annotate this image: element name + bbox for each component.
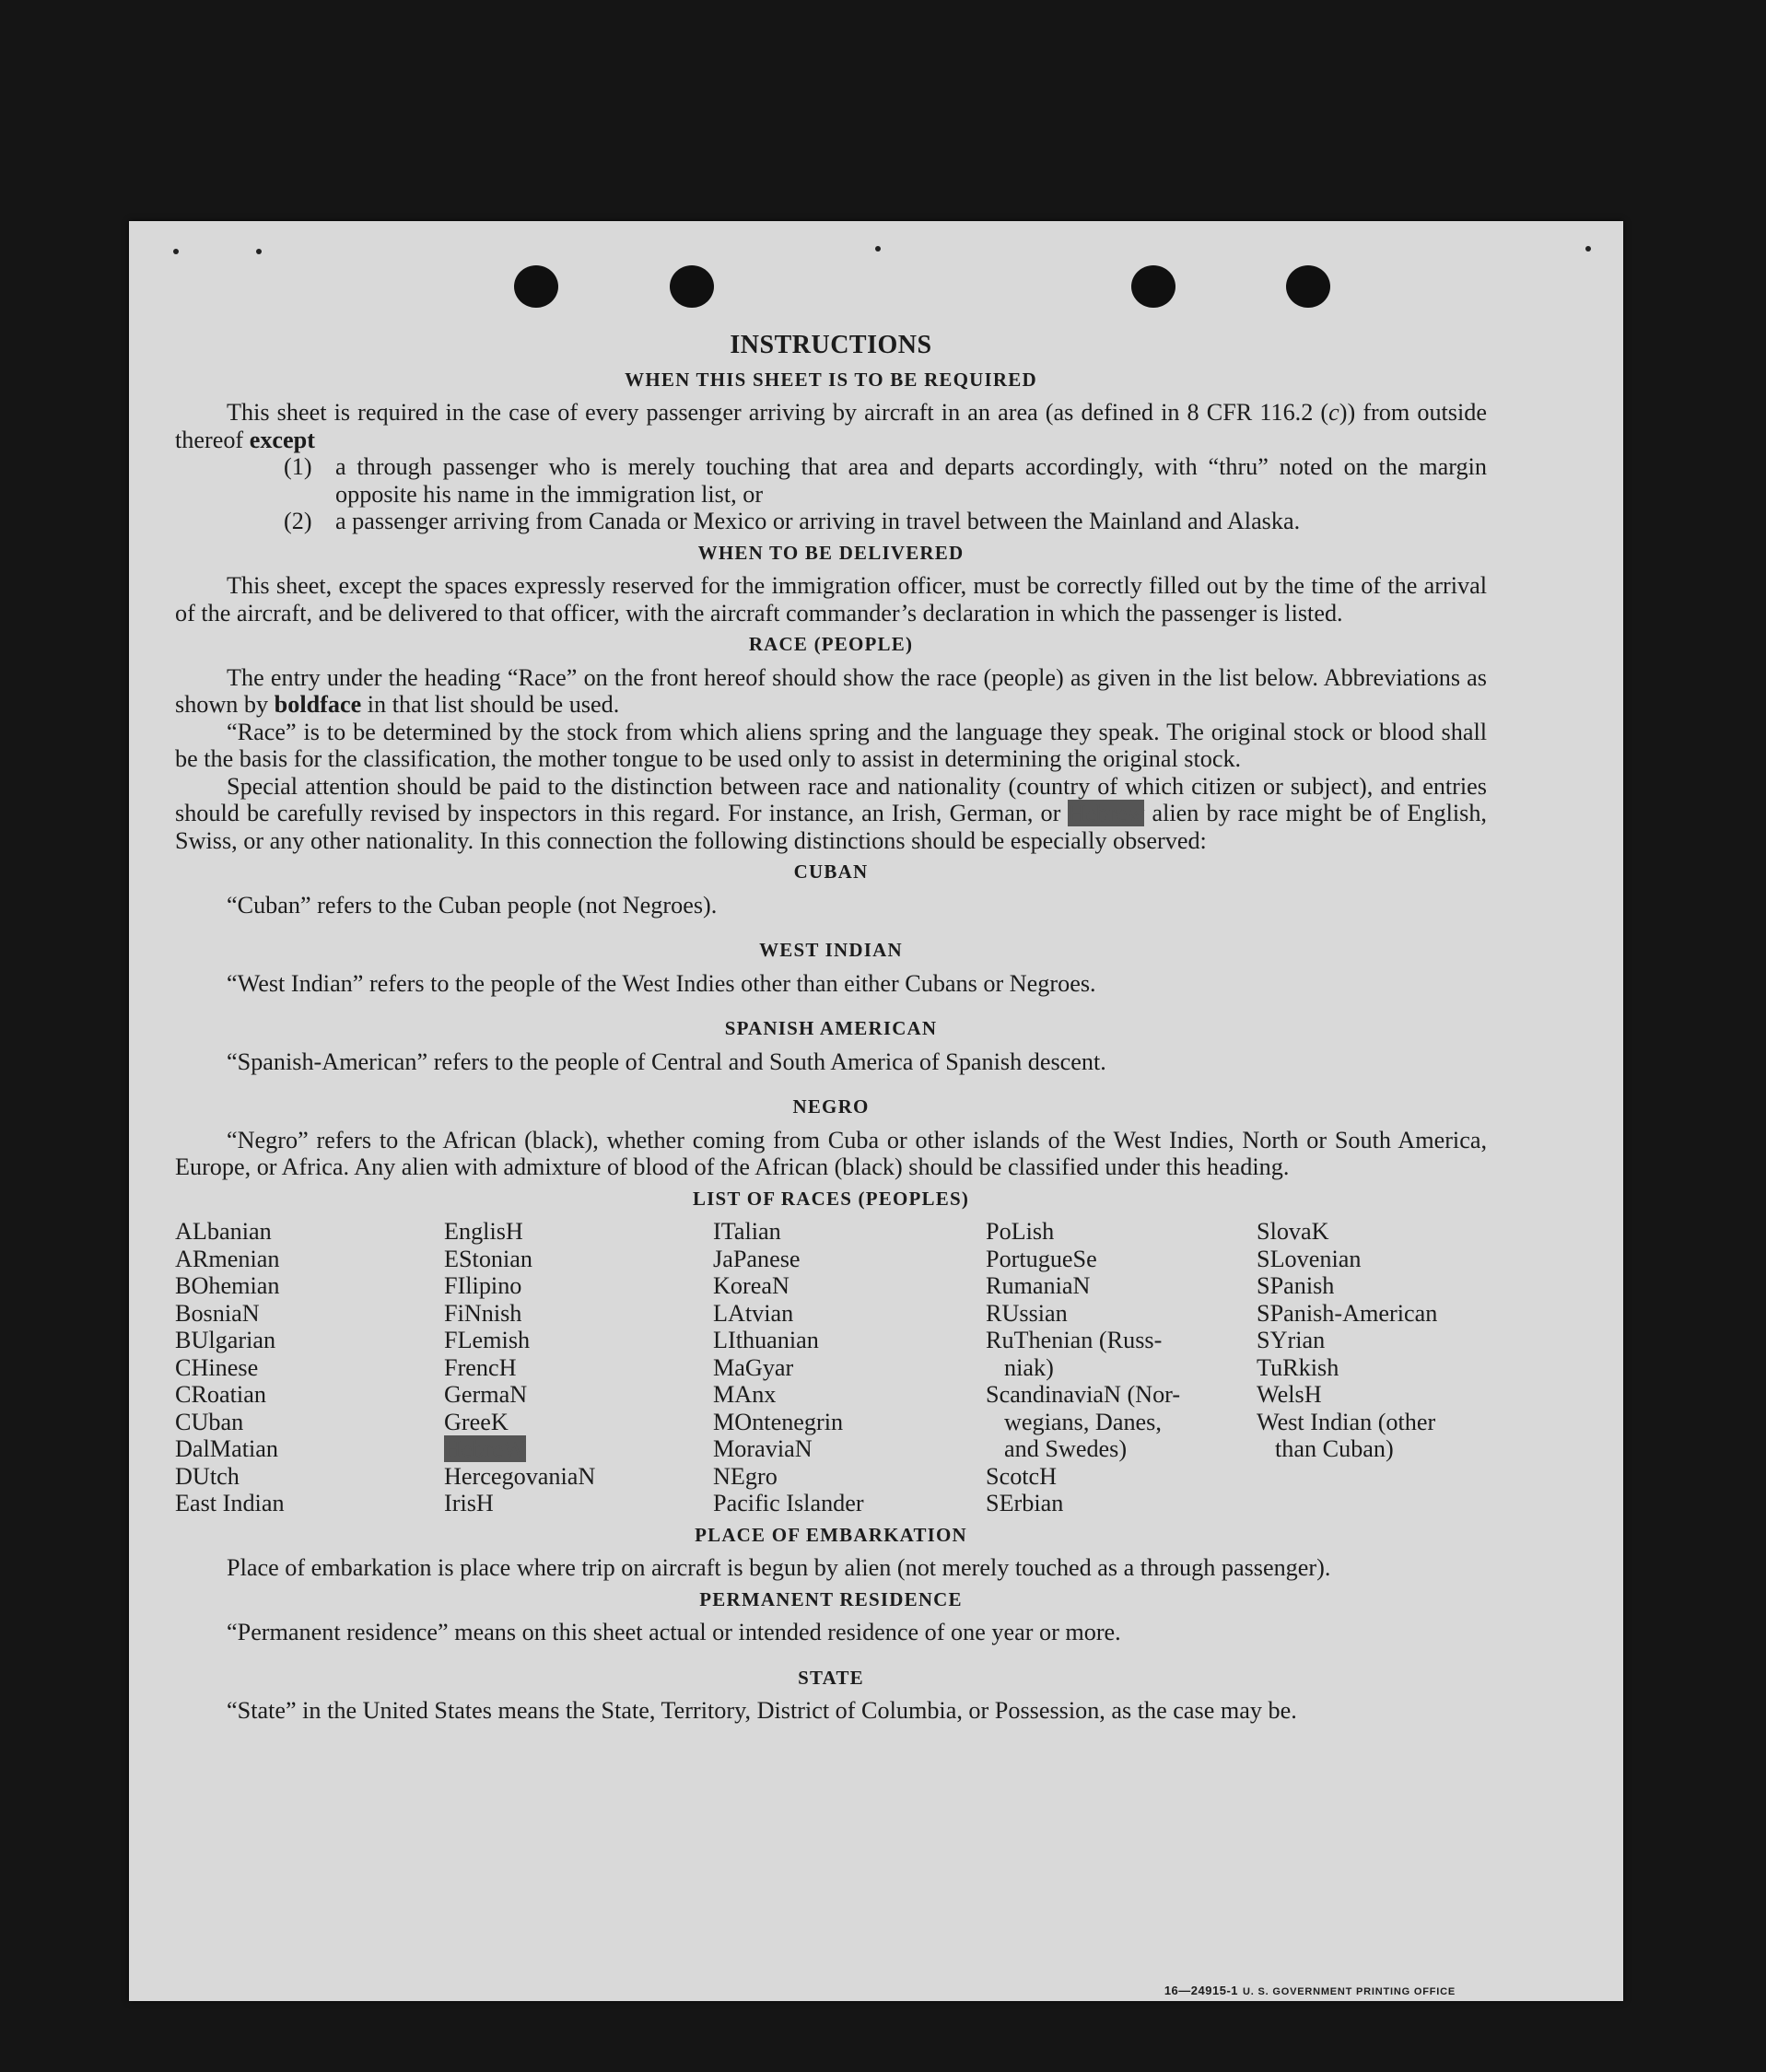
race-item: EnglisH: [444, 1218, 523, 1245]
heading-west-indian: WEST INDIAN: [759, 939, 903, 961]
race-item: SErbian: [986, 1490, 1064, 1516]
race-item: DUtch: [175, 1462, 240, 1490]
race-item: GreeK: [444, 1408, 509, 1435]
punch-hole: [514, 265, 558, 308]
race-item: West Indian (other: [1257, 1408, 1436, 1435]
race-item: MaGyar: [713, 1353, 794, 1381]
race-item: FiNnish: [444, 1299, 522, 1327]
form-code: 16—24915-1: [1164, 1984, 1238, 1997]
race-item: ScotcH: [986, 1462, 1058, 1490]
race-item: LIthuanian: [713, 1327, 819, 1353]
page-title: INSTRUCTIONS: [730, 331, 932, 359]
paragraph-negro: “Negro” refers to the African (black), whether coming from Cuba or other islands of the West Indies, North or South America, Europe, or Africa. Any alien with admixture of blood of the African (black) should be classified under this heading.: [175, 1126, 1487, 1180]
printer-imprint: U. S. GOVERNMENT PRINTING OFFICE: [1243, 1986, 1456, 1997]
race-item: MOntenegrin: [713, 1408, 844, 1435]
redacted-word: Hebrew: [1068, 800, 1145, 826]
race-item: Pacific Islander: [713, 1490, 864, 1516]
races-column-1: [175, 1218, 444, 1517]
speck: [1585, 246, 1591, 252]
race-item: SlovaK: [1257, 1218, 1329, 1245]
race-item: DalMatian: [175, 1435, 278, 1462]
race-item: PortugueSe: [986, 1245, 1097, 1272]
race-item-continuation: than Cuban): [1275, 1435, 1394, 1462]
heading-permanent-residence: PERMANENT RESIDENCE: [699, 1587, 963, 1610]
heading-spanish-american: SPANISH AMERICAN: [724, 1017, 938, 1039]
race-item-continuation: niak): [1004, 1353, 1054, 1381]
races-column-4: [986, 1218, 1257, 1517]
race-item: CHinese: [175, 1353, 259, 1381]
race-item: PoLish: [986, 1218, 1055, 1245]
exception-item-1: (1) a through passenger who is merely touching that area and departs accordingly, with “thru” noted on the margin opposite his name in the immigration list, or: [284, 453, 1487, 508]
race-item: BOhemian: [175, 1272, 280, 1299]
paragraph-race-2: “Race” is to be determined by the stock from which aliens spring and the language they speak. The original stock or blood shall be the basis for the classification, the mother tongue to be used only to assist in determining the original stock.: [175, 718, 1487, 772]
race-item: CRoatian: [175, 1381, 266, 1408]
race-item: FrencH: [444, 1353, 517, 1381]
race-item: MAnx: [713, 1381, 777, 1408]
speck: [173, 249, 179, 254]
race-item: EStonian: [444, 1245, 533, 1272]
document-page: [129, 221, 1623, 2001]
race-item: East Indian: [175, 1490, 285, 1516]
punch-hole: [1286, 265, 1330, 308]
race-item: KoreaN: [713, 1272, 789, 1299]
race-item: SPanish-American: [1257, 1299, 1438, 1327]
paragraph-residence: “Permanent residence” means on this sheet actual or intended residence of one year or more.: [227, 1619, 1121, 1645]
paragraph-when-delivered: This sheet, except the spaces expressly reserved for the immigration officer, must be correctly filled out by the time of the arrival of the aircraft, and be delivered to that officer, with the aircraft commander’s declaration in which the passenger is listed.: [175, 572, 1487, 626]
footer: [129, 1973, 1623, 2001]
paragraph-state: “State” in the United States means the State, Territory, District of Columbia, or Possession, as the case may be.: [227, 1697, 1297, 1724]
race-item-continuation: and Swedes): [1004, 1435, 1128, 1462]
race-item-continuation: wegians, Danes,: [1004, 1408, 1162, 1435]
heading-when-delivered: WHEN TO BE DELIVERED: [697, 541, 965, 564]
heading-race: RACE (PEOPLE): [748, 633, 914, 655]
paragraph-embarkation: Place of embarkation is place where trip on aircraft is begun by alien (not merely touched as a through passenger).: [227, 1554, 1331, 1581]
race-item: IrisH: [444, 1490, 494, 1516]
race-item: LAtvian: [713, 1299, 794, 1327]
race-item: GermaN: [444, 1381, 528, 1408]
paragraph-cuban: “Cuban” refers to the Cuban people (not Negroes).: [227, 891, 718, 919]
race-item: BUlgarian: [175, 1327, 276, 1353]
paragraph-spanish-american: “Spanish-American” refers to the people of Central and South America of Spanish descent.: [227, 1048, 1106, 1075]
heading-when-required: WHEN THIS SHEET IS TO BE REQUIRED: [625, 368, 1037, 391]
race-item: TuRkish: [1257, 1353, 1339, 1381]
races-column-2: [444, 1218, 713, 1517]
exception-item-2: (2) a passenger arriving from Canada or Mexico or arriving in travel between the Mainland and Alaska.: [284, 508, 1301, 534]
punch-hole: [670, 265, 714, 308]
race-item: CUban: [175, 1408, 244, 1435]
race-item: RumaniaN: [986, 1272, 1091, 1299]
races-column-3: [713, 1218, 986, 1517]
race-item: JaPanese: [713, 1245, 801, 1272]
race-item: BosniaN: [175, 1299, 260, 1327]
race-item: MoraviaN: [713, 1435, 813, 1462]
race-item: FLemish: [444, 1327, 531, 1353]
race-item-redacted: HebreW: [444, 1435, 526, 1462]
race-item: ALbanian: [175, 1218, 272, 1245]
heading-list-of-races: LIST OF RACES (PEOPLES): [692, 1187, 970, 1210]
races-column-5: [1257, 1218, 1487, 1517]
race-item: ARmenian: [175, 1245, 280, 1272]
paragraph-west-indian: “West Indian” refers to the people of the West Indies other than either Cubans or Negroes.: [227, 969, 1096, 997]
paragraph-race-1: The entry under the heading “Race” on the front hereof should show the race (people) as given in the list below. Abbreviations as shown by boldface in that list should be used.: [175, 663, 1487, 718]
race-item: FIlipino: [444, 1272, 522, 1299]
race-item: SYrian: [1257, 1327, 1326, 1353]
race-item: HercegovaniaN: [444, 1462, 596, 1490]
heading-state: STATE: [798, 1666, 864, 1689]
heading-cuban: CUBAN: [793, 860, 869, 883]
paragraph-when-required: This sheet is required in the case of every passenger arriving by aircraft in an area (as defined in 8 CFR 116.2 (c)) from outside thereof except: [175, 399, 1487, 453]
race-item: SPanish: [1257, 1272, 1335, 1299]
races-list: [175, 1218, 1487, 1517]
race-item: NEgro: [713, 1462, 778, 1490]
race-item: ITalian: [713, 1218, 781, 1245]
race-item: WelsH: [1257, 1381, 1322, 1408]
paragraph-race-3: Special attention should be paid to the distinction between race and nationality (country of which citizen or subject), and entries should be carefully revised by inspectors in this regard. For instance, an Irish, German, or Hebrew alien by race might be of English, Swiss, or any other nationality. In this connection the following distinctions should be especially observed:: [175, 772, 1487, 854]
race-item: SLovenian: [1257, 1245, 1362, 1272]
race-item: RUssian: [986, 1299, 1068, 1327]
heading-place-of-embarkation: PLACE OF EMBARKATION: [695, 1523, 967, 1546]
heading-negro: NEGRO: [792, 1095, 870, 1118]
speck: [875, 246, 881, 252]
speck: [256, 249, 262, 254]
punch-hole: [1131, 265, 1175, 308]
instructions-body: [175, 332, 1487, 1725]
race-item: ScandinaviaN (Nor-: [986, 1381, 1181, 1408]
race-item: RuThenian (Russ-: [986, 1327, 1163, 1353]
